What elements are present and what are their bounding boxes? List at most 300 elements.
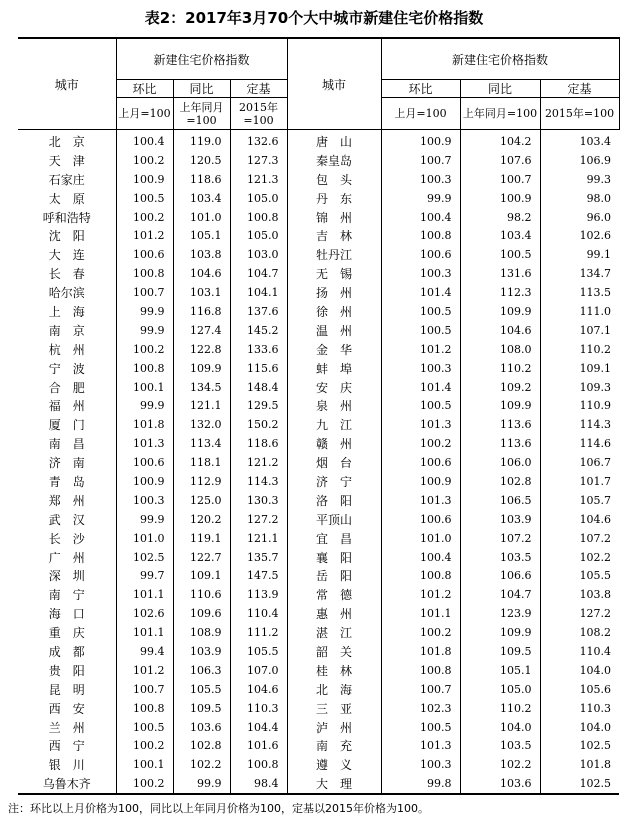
base-value: 105.5	[540, 566, 619, 585]
yoy-value: 109.6	[173, 604, 230, 623]
city-cell: 南 充	[287, 737, 381, 756]
yoy-value: 120.2	[173, 510, 230, 529]
mom-value: 100.7	[116, 283, 173, 302]
city-cell: 唐 山	[287, 130, 381, 151]
mom-value: 100.8	[381, 226, 460, 245]
base-value: 98.0	[540, 189, 619, 208]
yoy-value: 109.5	[173, 699, 230, 718]
base-value: 104.7	[230, 264, 287, 283]
table-row	[18, 472, 619, 491]
city-cell: 蚌 埠	[287, 359, 381, 378]
mom-value: 100.4	[116, 130, 173, 151]
mom-value: 100.6	[381, 510, 460, 529]
base-value: 127.2	[230, 510, 287, 529]
city-cell: 郑 州	[48, 493, 85, 508]
col-base-header-right: 定基	[540, 80, 619, 98]
yoy-value: 98.2	[460, 208, 540, 227]
mom-value: 100.4	[381, 208, 460, 227]
city-cell: 广 州	[48, 550, 85, 565]
base-value: 134.7	[540, 264, 619, 283]
yoy-value: 132.0	[173, 415, 230, 434]
base-value: 109.3	[540, 378, 619, 397]
city-cell: 洛 阳	[287, 491, 381, 510]
yoy-value: 109.9	[460, 302, 540, 321]
mom-value: 100.6	[116, 453, 173, 472]
mom-value: 100.2	[116, 774, 173, 794]
yoy-value: 103.1	[173, 283, 230, 302]
base-value: 107.2	[540, 529, 619, 548]
yoy-value: 119.1	[173, 529, 230, 548]
city-cell: 兰 州	[48, 720, 85, 735]
city-cell: 泸 州	[287, 718, 381, 737]
table-row	[18, 453, 619, 472]
mom-value: 100.5	[116, 718, 173, 737]
table-row	[18, 548, 619, 567]
city-cell: 呼和浩特	[42, 210, 91, 225]
yoy-value: 134.5	[173, 378, 230, 397]
mom-value: 100.5	[381, 321, 460, 340]
city-cell: 贵 阳	[48, 663, 85, 678]
city-cell: 南 京	[48, 323, 85, 338]
base-value: 105.0	[230, 226, 287, 245]
city-cell: 昆 明	[48, 682, 85, 697]
base-value: 108.2	[540, 623, 619, 642]
city-cell: 大 理	[287, 774, 381, 794]
city-cell: 武 汉	[48, 512, 85, 527]
city-cell: 牡丹江	[287, 245, 381, 264]
city-cell: 合 肥	[48, 380, 85, 395]
price-index-table	[18, 37, 620, 795]
mom-value: 100.1	[116, 378, 173, 397]
city-header-left: 城市	[18, 38, 116, 130]
base-value: 100.8	[230, 208, 287, 227]
footnote: 注：环比以上月价格为100，同比以上年同月价格为100，定基以2015年价格为100。	[8, 802, 429, 815]
base-value: 102.6	[540, 226, 619, 245]
sub-base-left: 2015年=100	[230, 98, 287, 130]
city-cell: 重 庆	[48, 626, 85, 641]
mom-value: 101.1	[116, 585, 173, 604]
yoy-value: 102.8	[173, 737, 230, 756]
yoy-value: 106.5	[460, 491, 540, 510]
table-row	[18, 415, 619, 434]
base-value: 135.7	[230, 548, 287, 567]
base-value: 105.5	[230, 642, 287, 661]
mom-value: 100.6	[381, 245, 460, 264]
mom-value: 101.8	[381, 642, 460, 661]
base-value: 102.5	[540, 774, 619, 794]
yoy-value: 106.0	[460, 453, 540, 472]
yoy-value: 103.5	[460, 737, 540, 756]
base-value: 102.5	[540, 737, 619, 756]
base-value: 133.6	[230, 340, 287, 359]
mom-value: 100.8	[116, 359, 173, 378]
base-value: 103.0	[230, 245, 287, 264]
base-value: 104.0	[540, 661, 619, 680]
city-cell: 桂 林	[287, 661, 381, 680]
col-mom-header-right: 环比	[381, 80, 460, 98]
mom-value: 99.9	[116, 396, 173, 415]
mom-value: 100.8	[381, 566, 460, 585]
mom-value: 100.3	[381, 359, 460, 378]
mom-value: 100.7	[381, 680, 460, 699]
city-cell: 西 宁	[48, 739, 85, 754]
mom-value: 100.5	[381, 396, 460, 415]
yoy-value: 100.7	[460, 170, 540, 189]
table-row	[18, 151, 619, 170]
base-value: 148.4	[230, 378, 287, 397]
mom-value: 102.5	[116, 548, 173, 567]
base-value: 114.3	[540, 415, 619, 434]
yoy-value: 107.2	[460, 529, 540, 548]
city-cell: 遵 义	[287, 755, 381, 774]
city-cell: 徐 州	[287, 302, 381, 321]
base-value: 105.6	[540, 680, 619, 699]
city-cell: 南 昌	[48, 437, 85, 452]
table-row	[18, 755, 619, 774]
city-cell: 海 口	[48, 607, 85, 622]
yoy-value: 106.6	[460, 566, 540, 585]
base-value: 107.0	[230, 661, 287, 680]
city-cell: 秦皇岛	[287, 151, 381, 170]
table-row	[18, 566, 619, 585]
mom-value: 101.1	[116, 623, 173, 642]
city-cell: 泉 州	[287, 396, 381, 415]
base-value: 104.6	[540, 510, 619, 529]
mom-value: 100.3	[116, 491, 173, 510]
base-value: 130.3	[230, 491, 287, 510]
yoy-value: 109.9	[460, 396, 540, 415]
mom-value: 100.3	[381, 170, 460, 189]
mom-value: 100.9	[116, 170, 173, 189]
city-cell: 襄 阳	[287, 548, 381, 567]
table-row	[18, 226, 619, 245]
mom-value: 99.8	[381, 774, 460, 794]
sub-mom-left: 上月=100	[116, 98, 173, 130]
base-value: 106.9	[540, 151, 619, 170]
base-value: 103.8	[540, 585, 619, 604]
yoy-value: 121.1	[173, 396, 230, 415]
base-value: 101.6	[230, 737, 287, 756]
mom-value: 99.9	[116, 302, 173, 321]
city-cell: 赣 州	[287, 434, 381, 453]
city-cell: 安 庆	[287, 378, 381, 397]
base-value: 114.6	[540, 434, 619, 453]
mom-value: 100.8	[381, 661, 460, 680]
yoy-value: 103.8	[173, 245, 230, 264]
city-cell: 太 原	[48, 191, 85, 206]
base-value: 147.5	[230, 566, 287, 585]
table-row	[18, 699, 619, 718]
city-cell: 宜 昌	[287, 529, 381, 548]
base-value: 110.2	[540, 340, 619, 359]
mom-value: 100.2	[381, 434, 460, 453]
base-value: 104.0	[540, 718, 619, 737]
mom-value: 100.6	[116, 245, 173, 264]
yoy-value: 104.2	[460, 130, 540, 151]
city-cell: 青 岛	[48, 474, 85, 489]
base-value: 104.6	[230, 680, 287, 699]
mom-value: 100.2	[116, 208, 173, 227]
city-cell: 吉 林	[287, 226, 381, 245]
col-mom-header-left: 环比	[116, 80, 173, 98]
city-cell: 常 德	[287, 585, 381, 604]
city-cell: 北 京	[48, 134, 85, 149]
yoy-value: 122.8	[173, 340, 230, 359]
mom-value: 101.0	[116, 529, 173, 548]
base-value: 113.5	[540, 283, 619, 302]
table-row	[18, 396, 619, 415]
mom-value: 100.2	[381, 623, 460, 642]
base-value: 111.0	[540, 302, 619, 321]
yoy-value: 112.9	[173, 472, 230, 491]
city-cell: 乌鲁木齐	[42, 777, 91, 792]
city-cell: 三 亚	[287, 699, 381, 718]
table-row	[18, 585, 619, 604]
city-cell: 岳 阳	[287, 566, 381, 585]
table-row	[18, 661, 619, 680]
yoy-value: 102.2	[173, 755, 230, 774]
mom-value: 100.7	[381, 151, 460, 170]
city-cell: 南 宁	[48, 588, 85, 603]
base-value: 121.1	[230, 529, 287, 548]
table-row	[18, 283, 619, 302]
city-cell: 深 圳	[48, 569, 85, 584]
mom-value: 101.2	[116, 226, 173, 245]
yoy-value: 120.5	[173, 151, 230, 170]
city-cell: 北 海	[287, 680, 381, 699]
city-cell: 济 南	[48, 456, 85, 471]
city-cell: 天 津	[48, 153, 85, 168]
city-cell: 温 州	[287, 321, 381, 340]
base-value: 137.6	[230, 302, 287, 321]
yoy-value: 125.0	[173, 491, 230, 510]
city-cell: 锦 州	[287, 208, 381, 227]
city-header-right: 城市	[287, 38, 381, 130]
yoy-value: 110.2	[460, 699, 540, 718]
city-cell: 银 川	[48, 758, 85, 773]
table-row	[18, 340, 619, 359]
mom-value: 101.2	[381, 340, 460, 359]
yoy-value: 113.6	[460, 415, 540, 434]
yoy-value: 107.6	[460, 151, 540, 170]
city-cell: 哈尔滨	[48, 286, 85, 301]
base-value: 110.4	[540, 642, 619, 661]
mom-value: 100.2	[116, 340, 173, 359]
yoy-value: 118.1	[173, 453, 230, 472]
city-cell: 湛 江	[287, 623, 381, 642]
mom-value: 100.2	[116, 151, 173, 170]
sub-yoy-left: 上年同月=100	[173, 98, 230, 130]
mom-value: 99.9	[116, 510, 173, 529]
table-row	[18, 604, 619, 623]
base-value: 121.3	[230, 170, 287, 189]
base-value: 101.7	[540, 472, 619, 491]
table-row	[18, 529, 619, 548]
mom-value: 101.3	[116, 434, 173, 453]
city-cell: 丹 东	[287, 189, 381, 208]
base-value: 150.2	[230, 415, 287, 434]
base-value: 100.8	[230, 755, 287, 774]
mom-value: 100.9	[381, 130, 460, 151]
yoy-value: 113.4	[173, 434, 230, 453]
col-base-header-left: 定基	[230, 80, 287, 98]
base-value: 110.9	[540, 396, 619, 415]
yoy-value: 105.1	[460, 661, 540, 680]
mom-value: 99.7	[116, 566, 173, 585]
table-row	[18, 189, 619, 208]
mom-value: 100.1	[116, 755, 173, 774]
table-row	[18, 378, 619, 397]
mom-value: 101.3	[381, 491, 460, 510]
sub-yoy-right: 上年同月=100	[460, 98, 540, 130]
yoy-value: 102.8	[460, 472, 540, 491]
yoy-value: 105.1	[173, 226, 230, 245]
base-value: 110.3	[540, 699, 619, 718]
base-value: 110.4	[230, 604, 287, 623]
yoy-value: 103.6	[460, 774, 540, 794]
mom-value: 100.4	[381, 548, 460, 567]
table-row	[18, 321, 619, 340]
yoy-value: 109.1	[173, 566, 230, 585]
city-cell: 惠 州	[287, 604, 381, 623]
yoy-value: 103.4	[460, 226, 540, 245]
table-row	[18, 510, 619, 529]
city-cell: 九 江	[287, 415, 381, 434]
table-row	[18, 623, 619, 642]
sub-mom-right: 上月=100	[381, 98, 460, 130]
yoy-value: 103.9	[173, 642, 230, 661]
yoy-value: 100.5	[460, 245, 540, 264]
table-row	[18, 208, 619, 227]
yoy-value: 109.5	[460, 642, 540, 661]
base-value: 111.2	[230, 623, 287, 642]
city-cell: 大 连	[48, 248, 85, 263]
table-row	[18, 302, 619, 321]
yoy-value: 104.6	[173, 264, 230, 283]
table-row	[18, 737, 619, 756]
table-row	[18, 774, 619, 794]
mom-value: 101.2	[381, 585, 460, 604]
base-value: 127.3	[230, 151, 287, 170]
mom-value: 101.4	[381, 283, 460, 302]
yoy-value: 108.0	[460, 340, 540, 359]
table-row	[18, 718, 619, 737]
yoy-value: 100.9	[460, 189, 540, 208]
base-value: 101.8	[540, 755, 619, 774]
base-value: 104.1	[230, 283, 287, 302]
col-yoy-header-right: 同比	[460, 80, 540, 98]
city-cell: 无 锡	[287, 264, 381, 283]
yoy-value: 105.0	[460, 680, 540, 699]
mom-value: 100.5	[116, 189, 173, 208]
mom-value: 100.5	[381, 718, 460, 737]
yoy-value: 103.5	[460, 548, 540, 567]
table-body	[18, 130, 619, 795]
city-cell: 宁 波	[48, 361, 85, 376]
base-value: 113.9	[230, 585, 287, 604]
mom-value: 101.8	[116, 415, 173, 434]
city-cell: 金 华	[287, 340, 381, 359]
group-header-right: 新建住宅价格指数	[381, 38, 619, 80]
city-cell: 济 宁	[287, 472, 381, 491]
table-row	[18, 434, 619, 453]
mom-value: 100.8	[116, 264, 173, 283]
yoy-value: 109.9	[460, 623, 540, 642]
yoy-value: 118.6	[173, 170, 230, 189]
base-value: 102.2	[540, 548, 619, 567]
yoy-value: 108.9	[173, 623, 230, 642]
city-cell: 长 春	[48, 267, 85, 282]
base-value: 127.2	[540, 604, 619, 623]
mom-value: 101.3	[381, 415, 460, 434]
city-cell: 石家庄	[48, 172, 85, 187]
yoy-value: 131.6	[460, 264, 540, 283]
city-cell: 福 州	[48, 399, 85, 414]
yoy-value: 104.7	[460, 585, 540, 604]
city-cell: 成 都	[48, 644, 85, 659]
mom-value: 100.7	[116, 680, 173, 699]
table-row	[18, 491, 619, 510]
table-row	[18, 170, 619, 189]
mom-value: 101.1	[381, 604, 460, 623]
table-row	[18, 642, 619, 661]
mom-value: 101.2	[116, 661, 173, 680]
base-value: 145.2	[230, 321, 287, 340]
base-value: 114.3	[230, 472, 287, 491]
mom-value: 99.4	[116, 642, 173, 661]
yoy-value: 116.8	[173, 302, 230, 321]
city-cell: 西 安	[48, 701, 85, 716]
yoy-value: 119.0	[173, 130, 230, 151]
city-cell: 沈 阳	[48, 229, 85, 244]
mom-value: 100.8	[116, 699, 173, 718]
city-cell: 包 头	[287, 170, 381, 189]
yoy-value: 110.6	[173, 585, 230, 604]
mom-value: 101.4	[381, 378, 460, 397]
yoy-value: 104.0	[460, 718, 540, 737]
base-value: 121.2	[230, 453, 287, 472]
table-title: 表2：2017年3月70个大中城市新建住宅价格指数	[144, 9, 484, 27]
city-cell: 扬 州	[287, 283, 381, 302]
base-value: 99.3	[540, 170, 619, 189]
mom-value: 101.3	[381, 737, 460, 756]
col-yoy-header-left: 同比	[173, 80, 230, 98]
base-value: 98.4	[230, 774, 287, 794]
yoy-value: 106.3	[173, 661, 230, 680]
city-cell: 烟 台	[287, 453, 381, 472]
yoy-value: 102.2	[460, 755, 540, 774]
mom-value: 101.0	[381, 529, 460, 548]
table-row	[18, 245, 619, 264]
yoy-value: 109.9	[173, 359, 230, 378]
table-row	[18, 680, 619, 699]
base-value: 118.6	[230, 434, 287, 453]
city-cell: 杭 州	[48, 342, 85, 357]
yoy-value: 112.3	[460, 283, 540, 302]
base-value: 96.0	[540, 208, 619, 227]
city-cell: 上 海	[48, 304, 85, 319]
base-value: 105.7	[540, 491, 619, 510]
yoy-value: 101.0	[173, 208, 230, 227]
yoy-value: 113.6	[460, 434, 540, 453]
yoy-value: 105.5	[173, 680, 230, 699]
city-cell: 韶 关	[287, 642, 381, 661]
mom-value: 102.6	[116, 604, 173, 623]
yoy-value: 103.6	[173, 718, 230, 737]
base-value: 103.4	[540, 130, 619, 151]
base-value: 115.6	[230, 359, 287, 378]
yoy-value: 103.9	[460, 510, 540, 529]
